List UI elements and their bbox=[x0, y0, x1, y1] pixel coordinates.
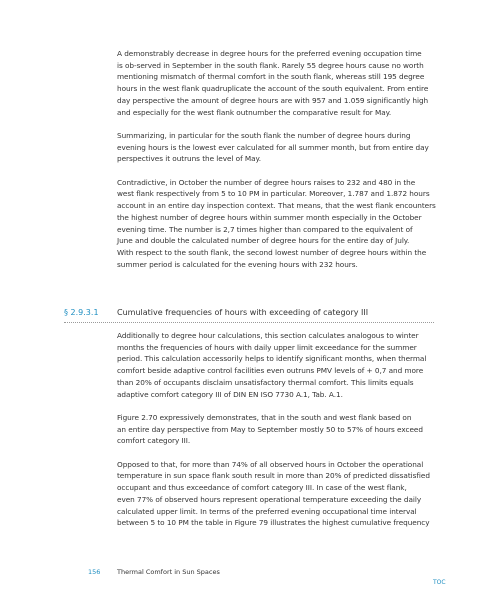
text-line: and especially for the west flank outnumber the comparative result for May. bbox=[117, 107, 392, 117]
section-number: § 2.9.3.1 bbox=[64, 308, 99, 317]
text-line: even 77% of observed hours represent operational temperature exceeding the daily bbox=[117, 494, 422, 504]
text-line: between 5 to 10 PM the table in Figure 79 illustrates the highest cumulative frequency bbox=[117, 518, 430, 528]
text-line: temperature in sun space flank south result in more than 20% of predicted dissatisfied bbox=[117, 471, 430, 481]
text-line: Contradictive, in October the number of degree hours raises to 232 and 480 in the bbox=[117, 177, 416, 187]
text-line: evening hours is the lowest ever calculated for all summer month, but from entire day bbox=[117, 142, 429, 152]
text-line: is ob-served in September in the south flank. Rarely 55 degree hours cause no worth bbox=[117, 60, 424, 70]
text-line: Additionally to degree hour calculations, this section calculates analogous to winter bbox=[117, 331, 419, 340]
text-line: mentioning mismatch of thermal comfort in the south flank, whereas still 195 degree bbox=[117, 72, 425, 82]
text-line: occupant and thus exceedance of comfort category III. In case of the west flank, bbox=[117, 483, 407, 493]
text-line: calculated upper limit. In terms of the preferred evening occupational time interval bbox=[117, 506, 417, 516]
text-line: the highest number of degree hours within summer month especially in the October bbox=[117, 212, 422, 222]
text-line: hours in the west flank quadruplicate the account of the south equivalent. From entire bbox=[117, 84, 429, 94]
text-line: than 20% of occupants disclaim unsatisfactory thermal comfort. This limits equals bbox=[117, 377, 414, 387]
text-line: adaptive comfort category III of DIN EN ISO 7730 A.1, Tab. A.1. bbox=[117, 389, 343, 399]
paragraph-group-top bbox=[117, 48, 436, 270]
paragraph bbox=[117, 412, 429, 447]
paragraph bbox=[117, 48, 429, 118]
text-line: account in an entire day inspection context. That means, that the west flank encounters bbox=[117, 201, 436, 211]
text-line: Summarizing, in particular for the south flank the number of degree hours during bbox=[117, 130, 411, 140]
text-line: day perspective the amount of degree hours are with 957 and 1.059 significantly high bbox=[117, 95, 429, 105]
text-line: evening time. The number is 2,7 times higher than compared to the equivalent of bbox=[117, 224, 413, 234]
text-line: Opposed to that, for more than 74% of all observed hours in October the operational bbox=[117, 459, 424, 469]
text-line: an entire day perspective from May to September mostly 50 to 57% of hours exceed bbox=[117, 424, 423, 434]
text-line: period. This calculation accessorily helps to identify significant months, when thermal bbox=[117, 354, 427, 364]
text-line: A demonstrably decrease in degree hours for the preferred evening occupation time bbox=[117, 49, 422, 58]
paragraph bbox=[117, 459, 429, 529]
text-line: summer period is calculated for the evening hours with 232 hours. bbox=[117, 259, 358, 269]
paragraph bbox=[117, 330, 429, 400]
running-title: Thermal Comfort in Sun Spaces bbox=[117, 568, 220, 576]
text-line: months the frequencies of hours with daily upper limit exceedance for the summer bbox=[117, 342, 417, 352]
text-line: perspectives it outruns the level of May. bbox=[117, 154, 262, 164]
section-heading: Cumulative frequencies of hours with exceeding of category III bbox=[117, 308, 369, 317]
toc-link[interactable]: TOC bbox=[433, 579, 446, 586]
text-line: comfort beside adaptive control facilities even outruns PMV levels of + 0,7 and more bbox=[117, 366, 424, 376]
page-number: 156 bbox=[88, 568, 101, 576]
text-line: June and double the calculated number of degree hours for the entire day of July. bbox=[117, 236, 410, 246]
paragraph-group-bottom bbox=[117, 330, 429, 529]
text-line: Figure 2.70 expressively demonstrates, that in the south and west flank based on bbox=[117, 412, 412, 422]
section-divider bbox=[64, 322, 434, 323]
paragraph bbox=[117, 177, 436, 271]
text-line: With respect to the south flank, the second lowest number of degree hours within the bbox=[117, 247, 427, 257]
paragraph bbox=[117, 130, 429, 165]
text-line: west flank respectively from 5 to 10 PM in particular. Moreover, 1.787 and 1.872 hours bbox=[117, 189, 430, 199]
text-line: comfort category III. bbox=[117, 436, 191, 446]
